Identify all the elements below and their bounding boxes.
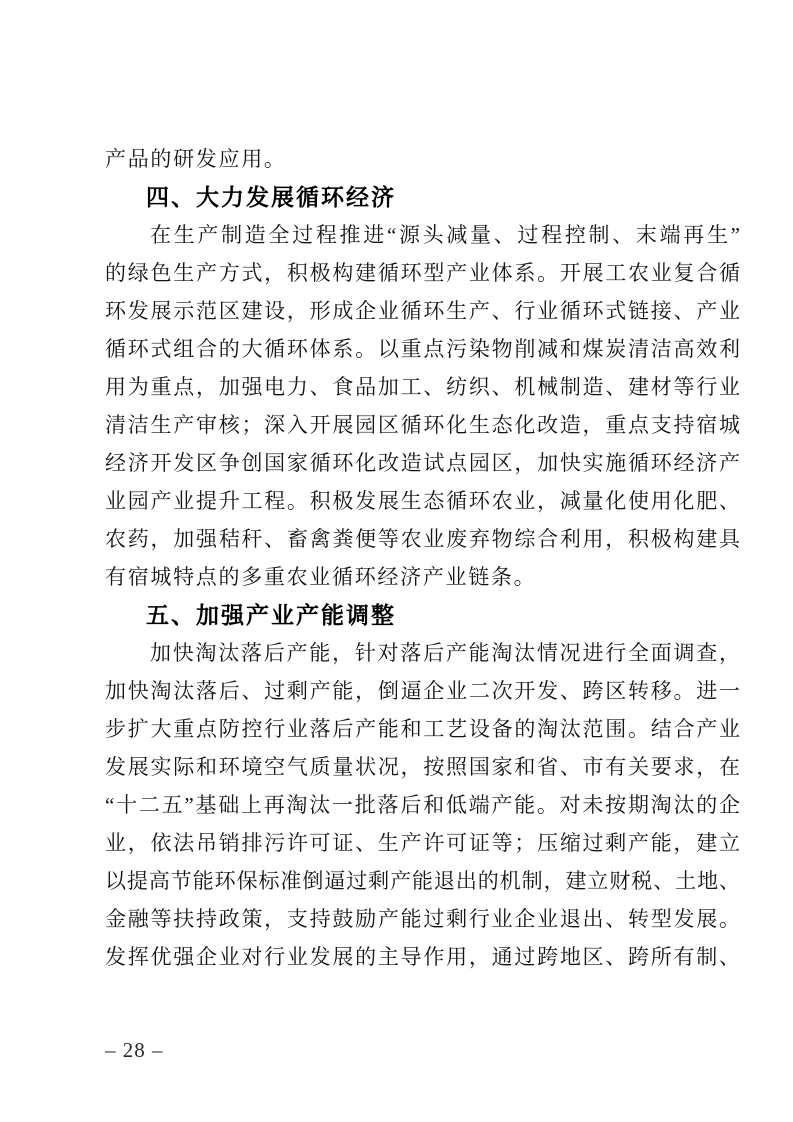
page-number: – 28 – [105, 1038, 164, 1062]
body-line: 加快淘汰落后产能，针对落后产能淘汰情况进行全面调查， [150, 641, 740, 665]
body-line: 环发展示范区建设，形成企业循环生产、行业循环式链接、产业 [105, 299, 740, 323]
body-line: 金融等扶持政策，支持鼓励产能过剩行业企业退出、转型发展。 [105, 907, 740, 931]
body-line: 清洁生产审核；深入开展园区循环化生态化改造，重点支持宿城 [105, 413, 740, 437]
body-line: 业园产业提升工程。积极发展生态循环农业，减量化使用化肥、 [105, 489, 740, 513]
body-line: 的绿色生产方式，积极构建循环型产业体系。开展工农业复合循 [105, 261, 740, 285]
section-heading-capacity-adjustment: 五、加强产业产能调整 [146, 602, 396, 628]
section-heading-circular-economy: 四、大力发展循环经济 [146, 184, 396, 210]
document-body [105, 140, 740, 976]
body-line: 循环式组合的大循环体系。以重点污染物削减和煤炭清洁高效利 [105, 337, 740, 361]
body-line: 产品的研发应用。 [105, 147, 287, 171]
body-line: 加快淘汰落后、过剩产能，倒逼企业二次开发、跨区转移。进一 [105, 679, 740, 703]
body-line: 在生产制造全过程推进“源头减量、过程控制、末端再生” [150, 223, 740, 247]
body-line: 业，依法吊销排污许可证、生产许可证等；压缩过剩产能，建立 [105, 831, 740, 855]
body-line: 发挥优强企业对行业发展的主导作用，通过跨地区、跨所有制、 [105, 945, 740, 969]
body-line: 农药，加强秸秆、畜禽粪便等农业废弃物综合利用，积极构建具 [105, 527, 740, 551]
body-line: 用为重点，加强电力、食品加工、纺织、机械制造、建材等行业 [105, 375, 740, 399]
body-line: 有宿城特点的多重农业循环经济产业链条。 [105, 565, 537, 589]
page-footer [105, 1036, 164, 1064]
body-line: 经济开发区争创国家循环化改造试点园区，加快实施循环经济产 [105, 451, 740, 475]
body-line: 以提高节能环保标准倒逼过剩产能退出的机制，建立财税、土地、 [105, 869, 740, 893]
body-line: “十二五”基础上再淘汰一批落后和低端产能。对未按期淘汰的企 [105, 793, 740, 817]
body-line: 步扩大重点防控行业落后产能和工艺设备的淘汰范围。结合产业 [105, 717, 740, 741]
body-line: 发展实际和环境空气质量状况，按照国家和省、市有关要求，在 [105, 755, 740, 779]
